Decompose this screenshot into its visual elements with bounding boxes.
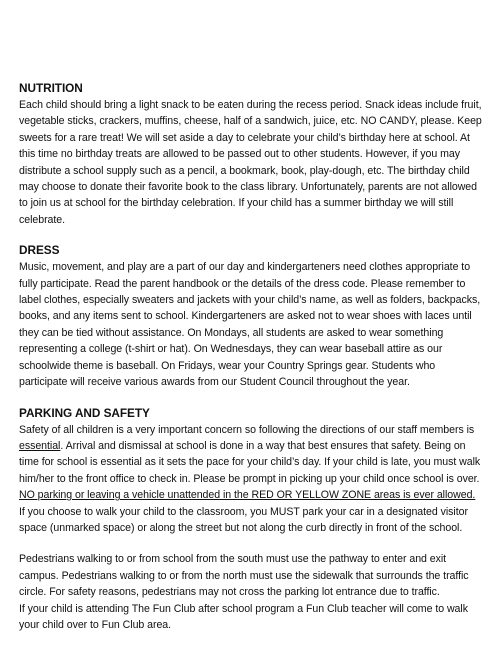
fun-club-text: If your child is attending The Fun Club after school program a Fun Club teacher will come to walk your child over to Fun Club area.: [19, 602, 468, 631]
parking-safety-paragraph: [19, 422, 483, 537]
dress-section: [19, 242, 483, 390]
nutrition-section: [19, 80, 483, 228]
parking-safety-heading: PARKING AND SAFETY: [19, 405, 150, 420]
nutrition-paragraph: Each child should bring a light snack to be eaten during the recess period. Snack ideas include fruit, vegetable sticks, crackers, muffins, cheese, half of a sandwich, juice, etc. NO CANDY, please. Keep sweets for a rare treat! We will set aside a day to celebrate your child’s birthday here at school. At this time no birthday treats are allowed to be passed out to other students. However, if you may distribute a school supply such as a pencil, a bookmark, book, play-dough, etc. The birthday child may choose to donate their favorite book to the class library. Unfortunately, parents are not allowed to join us at school for the birthday celebration. If your child has a summer birthday we will still celebrate.: [19, 99, 482, 226]
document-page: [19, 80, 483, 633]
dress-heading: DRESS: [19, 243, 60, 258]
no-parking-underlined-text: NO parking or leaving a vehicle unattended in the RED OR YELLOW ZONE areas is ever allowed.: [19, 489, 476, 502]
parking-text-segment: If you choose to walk your child to the classroom, you MUST park your car in a designated visitor space (unmarked space) or along the street but not along the curb directly in front of the school.: [19, 505, 468, 534]
dress-paragraph: Music, movement, and play are a part of our day and kindergarteners need clothes appropriate to fully participate. Read the parent handbook or the details of the dress code. Please remember to label clothes, especially sweaters and jackets with your child’s name, as well as folders, backpacks, books, and any items sent to school. Kindergarteners are asked not to wear shoes with laces until they can be tied without assistance. On Mondays, all students are asked to wear something representing a college (t-shirt or hat). On Wednesdays, they can wear baseball attire as our schoolwide theme is baseball. On Fridays, wear your Country Springs gear. Students who participate will receive various awards from our Student Council throughout the year.: [19, 261, 481, 389]
pedestrians-paragraph: [19, 551, 483, 633]
nutrition-heading: NUTRITION: [19, 81, 83, 95]
parking-safety-section: [19, 405, 483, 634]
parking-text-segment: . Arrival and dismissal at school is done in a way that best ensures that safety. Being on time for school is essential as it sets the pace for your child’s day. If your child is late, you must walk him/her to the front office to check in. Please be prompt in picking up your child once school is over.: [19, 439, 481, 485]
parking-text-segment: Safety of all children is a very important concern so following the directions of our staff members is: [19, 423, 475, 436]
essential-underlined-text: essential: [19, 439, 61, 452]
pedestrians-text: Pedestrians walking to or from school from the south must use the pathway to enter and exit campus. Pedestrians walking to or from the north must use the sidewalk that surrounds the traffic circle. For safety reasons, pedestrians may not cross the parking lot entrance due to traffic.: [19, 553, 469, 599]
